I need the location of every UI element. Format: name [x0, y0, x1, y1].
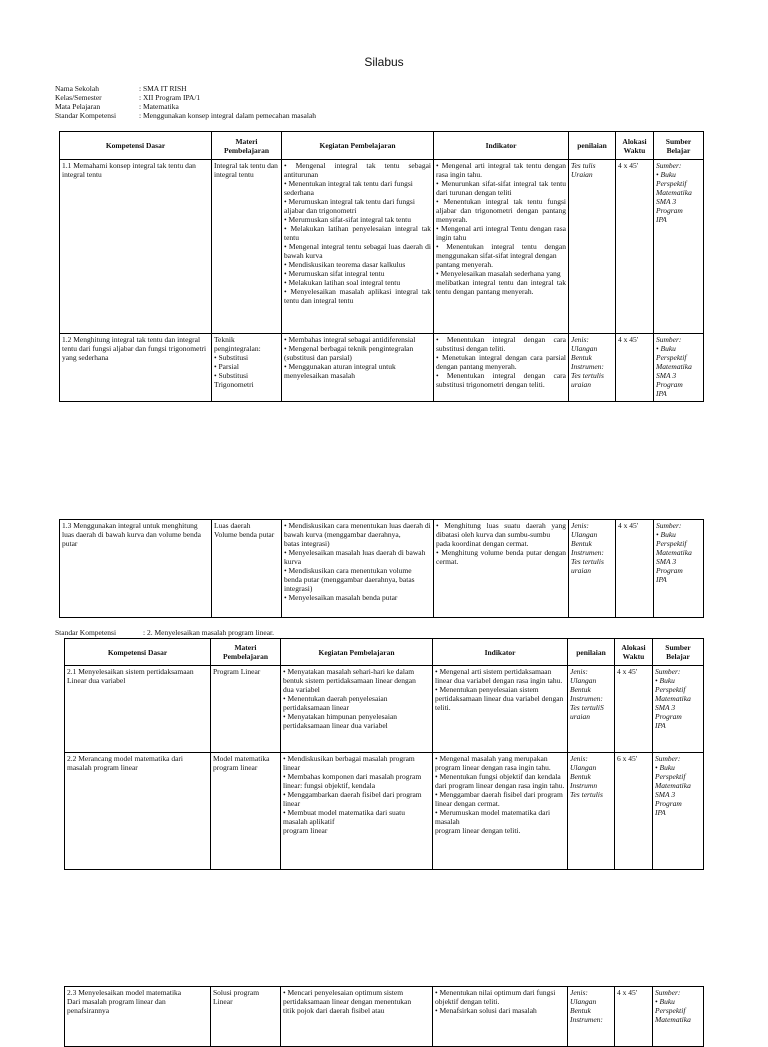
cell-sumber: Sumber: • Buku Perspektif Matematika SMA 3 Program IPA	[654, 334, 704, 402]
cell-materi: Luas daerah Volume benda putar	[212, 520, 282, 618]
cell-kegiatan: • Mengenal integral tak tentu sebagai antiturunan • Menentukan integral tak tentu dari fungsi sederhana • Merumuskan integral tak tentu dari fungsi aljabar dan trigonometri • Merumuskan sifat-sifat integral tak tentu • Melakukan latihan penyelesaian integral tak tentu • Mengenal integral tentu sebagai luas daerah di bawah kurva • Mendiskusikan teorema dasar kalkulus • Merumuskan sifat integral tentu • Melakukan latihan soal integral tentu • Menyelesaikan masalah aplikasi integral tak tentu dan integral tentu	[282, 160, 434, 334]
cell-kd: 1.3 Menggunakan integral untuk menghitung luas daerah di bawah kurva dan volume benda putar	[60, 520, 212, 618]
header-penilaian: penilaian	[569, 132, 616, 160]
cell-sumber: Sumber: • Buku Perspektif Matematika SMA 3 Program IPA	[654, 160, 704, 334]
header-materi: Materi Pembelajaran	[212, 132, 282, 160]
page-title: Silabus	[364, 55, 404, 69]
info-subject	[55, 102, 705, 111]
header-indikator: Indikator	[433, 639, 568, 666]
info-label: Kelas/Semester	[55, 93, 102, 102]
cell-sumber: Sumber: • Buku Perspektif Matematika SMA 3 Program IPA	[653, 666, 704, 753]
info-value: : XII Program IPA/1	[139, 93, 201, 102]
table-header-row	[60, 132, 704, 160]
cell-indikator: • Menghitung luas suatu daerah yang dibatasi oleh kurva dan sumbu-sumbu pada koordinat dengan cermat. • Menghitung volume benda putar dengan cermat.	[434, 520, 569, 618]
cell-kd: 1.1 Memahami konsep integral tak tentu dan integral tentu	[60, 160, 212, 334]
cell-kd: 2.2 Merancang model matematika dari masalah program linear	[65, 753, 211, 870]
info-school	[55, 84, 705, 93]
cell-penilaian: Jenis: Ulangan Bentuk Instrumen: Tes tertulis uraian	[569, 334, 616, 402]
syllabus-table-2-continued	[64, 986, 704, 1047]
cell-alokasi: 4 x 45'	[616, 520, 654, 618]
cell-materi: Integral tak tentu dan integral tentu	[212, 160, 282, 334]
cell-indikator: • Menentukan nilai optimum dari fungsi objektif dengan teliti. • Menafsirkan solusi dari masalah	[433, 987, 568, 1047]
header-kd: Kompetensi Dasar	[60, 132, 212, 160]
cell-indikator: • Mengenal masalah yang merupakan program linear dengan rasa ingin tahu. • Menentukan fungsi objektif dan kendala dari program linear dengan rasa ingin tahu. • Menggambar daerah fisibel dari program linear dengan cermat. • Merumuskan model matematika dari masalah program linear dengan teliti.	[433, 753, 568, 870]
competency-standard-2	[55, 628, 274, 637]
header-kegiatan: Kegiatan Pembelajaran	[281, 639, 433, 666]
cell-kd: 1.2 Menghitung integral tak tentu dan integral tentu dari fungsi aljabar dan fungsi trigonometri yang sederhana	[60, 334, 212, 402]
cell-materi: Teknik pengintegralan: • Substitusi • Parsial • Substitusi Trigonometri	[212, 334, 282, 402]
cell-materi: Solusi program Linear	[211, 987, 281, 1047]
cell-sumber: Sumber: • Buku Perspektif Matematika	[653, 987, 704, 1047]
info-competency	[55, 111, 705, 120]
info-label: Nama Sekolah	[55, 84, 99, 93]
syllabus-table-1	[59, 131, 704, 402]
syllabus-table-1-continued	[59, 519, 704, 618]
info-class	[55, 93, 705, 102]
header-penilaian: penilaian	[568, 639, 615, 666]
header-materi: Materi Pembelajaran	[211, 639, 281, 666]
cell-kegiatan: • Mendiskusikan cara menentukan luas daerah di bawah kurva (menggambar daerahnya, batas integrasi) • Menyelesaikan masalah luas daerah di bawah kurva • Mendiskusikan cara menentukan volume benda putar (menggambar daerahnya, batas integrasi) • Menyelesaikan masalah benda putar	[282, 520, 434, 618]
cell-materi: Model matematika program linear	[211, 753, 281, 870]
cell-penilaian: Jenis: Ulangan Bentuk Instrumn Tes tertulis	[568, 753, 615, 870]
cell-alokasi: 4 x 45'	[616, 334, 654, 402]
info-value: : SMA IT RISH	[139, 84, 187, 93]
info-label: Standar Kompetensi	[55, 111, 117, 120]
cell-kegiatan: • Mencari penyelesaian optimum sistem pertidaksamaan linear dengan menentukan titik pojok dari daerah fisibel atau	[281, 987, 433, 1047]
header-kegiatan: Kegiatan Pembelajaran	[282, 132, 434, 160]
table-row	[65, 987, 704, 1047]
info-value: : Matematika	[139, 102, 179, 111]
syllabus-table-2	[64, 638, 704, 870]
cell-alokasi: 6 x 45'	[615, 753, 653, 870]
table-row	[65, 753, 704, 870]
header-sumber: Sumber Belajar	[654, 132, 704, 160]
table-header-row	[65, 639, 704, 666]
cell-alokasi: 4 x 45'	[615, 666, 653, 753]
table-row	[60, 520, 704, 618]
cell-penilaian: Jenis: Ulangan Bentuk Instrumen: Tes tertulis uraian	[569, 520, 616, 618]
table-row	[60, 160, 704, 334]
cell-penilaian: Jenis: Ulangan Bentuk Instrumen:	[568, 987, 615, 1047]
cell-alokasi: 4 x 45'	[615, 987, 653, 1047]
cell-penilaian: Jenis: Ulangan Bentuk Instrumen: Tes tertuliS uraian	[568, 666, 615, 753]
table-row	[65, 666, 704, 753]
cell-sumber: Sumber: • Buku Perspektif Matematika SMA 3 Program IPA	[654, 520, 704, 618]
header-sumber: Sumber Belajar	[653, 639, 704, 666]
info-label: Mata Pelajaran	[55, 102, 101, 111]
cell-kegiatan: • Menyatakan masalah sehari-hari ke dalam bentuk sistem pertidaksamaan linear dengan dua variabel • Menentukan daerah penyelesaian pertidaksamaan linear • Menyatakan himpunan penyelesaian pertidaksamaan linear dua variabel	[281, 666, 433, 753]
cell-indikator: • Menentukan integral dengan cara substitusi dengan teliti. • Menetukan integral dengan cara parsial dengan pantang menyerah. • Menentukan integral dengan cara substitusi trigonometri dengan teliti.	[434, 334, 569, 402]
document-info	[55, 84, 705, 120]
cell-materi: Program Linear	[211, 666, 281, 753]
cell-indikator: • Mengenal arti sistem pertidaksamaan linear dua variabel dengan rasa ingin tahu. • Menentukan penyelesaian sistem pertidaksamaan linear dua variabel dengan teliti.	[433, 666, 568, 753]
cell-kd: 2.3 Menyelesaikan model matematika Dari masalah program linear dan penafsirannya	[65, 987, 211, 1047]
header-kd: Kompetensi Dasar	[65, 639, 211, 666]
info-label: Standar Kompetensi	[55, 628, 117, 637]
header-alokasi: Alokasi Waktu	[615, 639, 653, 666]
table-row	[60, 334, 704, 402]
header-indikator: Indikator	[434, 132, 569, 160]
cell-kegiatan: • Mendiskusikan berbagai masalah program linear • Membahas komponen dari masalah program linear: fungsi objektif, kendala • Menggambarkan daerah fisibel dari program linear • Membuat model matematika dari suatu masalah aplikatif program linear	[281, 753, 433, 870]
cell-alokasi: 4 x 45'	[616, 160, 654, 334]
cell-penilaian: Tes tulis Uraian	[569, 160, 616, 334]
cell-kegiatan: • Membahas integral sebagai antidiferensial • Mengenal berbagai teknik pengintegralan (substitusi dan parsial) • Menggunakan aturan integral untuk menyelesaikan masalah	[282, 334, 434, 402]
cell-sumber: Sumber: • Buku Perspektif Matematika SMA 3 Program IPA	[653, 753, 704, 870]
info-value: : 2. Menyelesaikan masalah program linear.	[143, 628, 274, 637]
cell-indikator: • Mengenal arti integral tak tentu dengan rasa ingin tahu. • Menurunkan sifat-sifat integral tak tentu dari turunan dengan teliti • Menentukan integral tak tentu fungsi aljabar dan trigonometri dengan pantang menyerah. • Mengenal arti integral Tentu dengan rasa ingin tahu • Menentukan integral tentu dengan menggunakan sifat-sifat integral dengan pantang menyerah. • Menyelesaikan masalah sederhana yang melibatkan integral tentu dan integral tak tentu dengan pantang menyerah.	[434, 160, 569, 334]
cell-kd: 2.1 Menyelesaikan sistem pertidaksamaan Linear dua variabel	[65, 666, 211, 753]
header-alokasi: Alokasi Waktu	[616, 132, 654, 160]
info-value: : Menggunakan konsep integral dalam pemecahan masalah	[139, 111, 317, 120]
